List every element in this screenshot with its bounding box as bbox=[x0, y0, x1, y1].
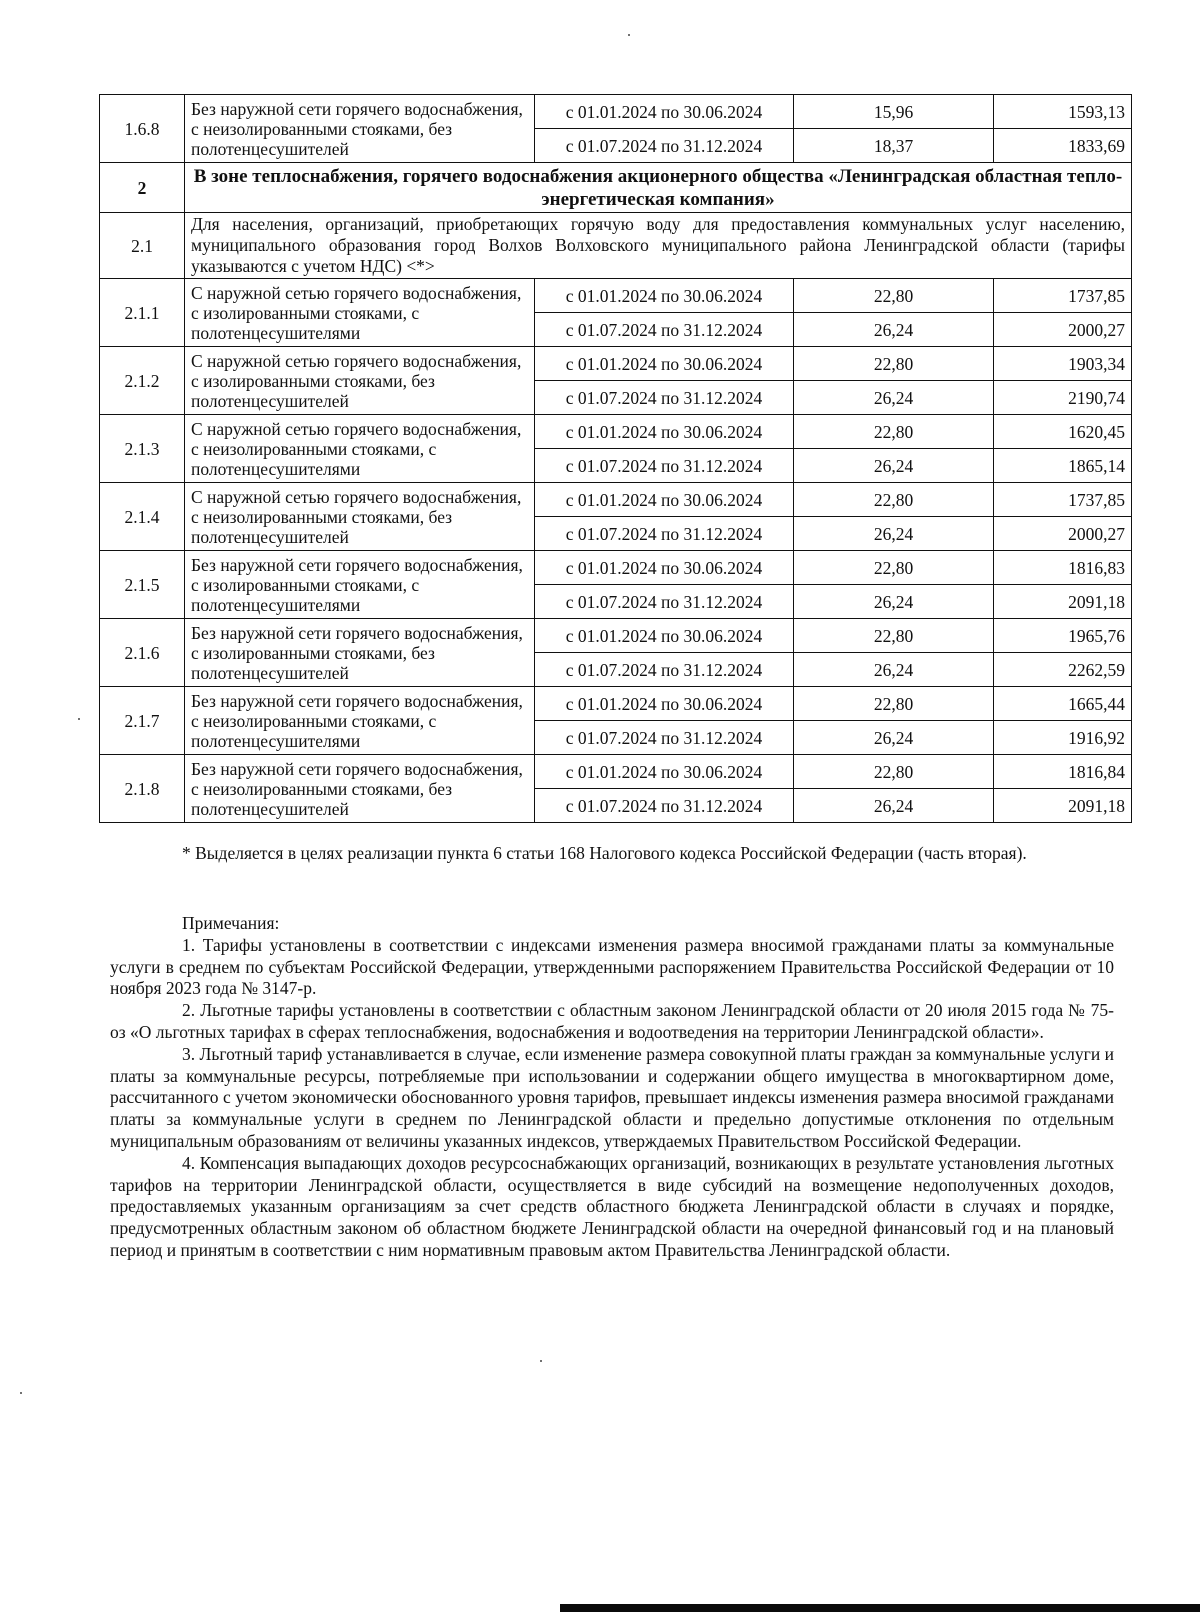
scan-edge-bar bbox=[560, 1604, 1200, 1612]
period-cell: с 01.01.2024 по 30.06.2024 bbox=[535, 483, 794, 517]
cost-cell: 2190,74 bbox=[994, 381, 1132, 415]
value-cell: 26,24 bbox=[794, 381, 994, 415]
cost-cell: 1816,84 bbox=[994, 755, 1132, 789]
subsection-row bbox=[100, 213, 1132, 279]
value-cell: 18,37 bbox=[794, 129, 994, 163]
row-number: 2.1.6 bbox=[100, 619, 185, 687]
period-cell: с 01.07.2024 по 31.12.2024 bbox=[535, 313, 794, 347]
row-number: 2.1.8 bbox=[100, 755, 185, 823]
row-number: 2.1.3 bbox=[100, 415, 185, 483]
value-cell: 22,80 bbox=[794, 687, 994, 721]
cost-cell: 1737,85 bbox=[994, 279, 1132, 313]
value-cell: 26,24 bbox=[794, 585, 994, 619]
table-row bbox=[100, 95, 1132, 129]
cost-cell: 1816,83 bbox=[994, 551, 1132, 585]
table-row bbox=[100, 279, 1132, 313]
row-number: 2.1.1 bbox=[100, 279, 185, 347]
row-description: Без наружной сети горячего водоснабжения, с изолированными стояками, с полотенцесушителями bbox=[185, 551, 535, 619]
value-cell: 26,24 bbox=[794, 789, 994, 823]
period-cell: с 01.01.2024 по 30.06.2024 bbox=[535, 415, 794, 449]
row-number: 2.1.7 bbox=[100, 687, 185, 755]
subsection-number: 2.1 bbox=[100, 213, 185, 279]
note-item: 4. Компенсация выпадающих доходов ресурсоснабжающих организаций, возникающих в результате установления льготных тарифов на территории Ленинградской области, осуществляется в виде субсидий на возмещение недополученных доходов, предоставляемых указанным организациям за счет средств областного бюджета Ленинградской области в случаях и порядке, предусмотренных областным законом об областном бюджете Ленинградской области на очередной финансовый год и на плановый период и принятым в соответствии с ним нормативным правовым актом Правительства Ленинградской области. bbox=[110, 1152, 1114, 1260]
period-cell: с 01.01.2024 по 30.06.2024 bbox=[535, 551, 794, 585]
period-cell: с 01.07.2024 по 31.12.2024 bbox=[535, 449, 794, 483]
value-cell: 26,24 bbox=[794, 517, 994, 551]
table-row bbox=[100, 619, 1132, 653]
period-cell: с 01.07.2024 по 31.12.2024 bbox=[535, 129, 794, 163]
row-description: С наружной сетью горячего водоснабжения, с изолированными стояками, с полотенцесушителями bbox=[185, 279, 535, 347]
cost-cell: 2262,59 bbox=[994, 653, 1132, 687]
note-item: 1. Тарифы установлены в соответствии с индексами изменения размера вносимой гражданами платы за коммунальные услуги в среднем по субъектам Российской Федерации, утвержденными распоряжением Правительства Российской Федерации от 10 ноября 2023 года № 3147-р. bbox=[110, 934, 1114, 999]
period-cell: с 01.07.2024 по 31.12.2024 bbox=[535, 653, 794, 687]
subsection-text: Для населения, организаций, приобретающих горячую воду для предоставления коммунальных услуг населению, муниципального образования город Волхов Волховского муниципального района Ленинградской области (тарифы указываются с учетом НДС) <*> bbox=[185, 213, 1132, 279]
table-row bbox=[100, 415, 1132, 449]
cost-cell: 1865,14 bbox=[994, 449, 1132, 483]
cost-cell: 1593,13 bbox=[994, 95, 1132, 129]
period-cell: с 01.07.2024 по 31.12.2024 bbox=[535, 789, 794, 823]
tariff-table bbox=[99, 94, 1132, 823]
scan-speck bbox=[78, 718, 80, 720]
table-row bbox=[100, 687, 1132, 721]
section-title: В зоне теплоснабжения, горячего водоснабжения акционерного общества «Ленинградская областная тепло-энергетическая компания» bbox=[185, 163, 1132, 213]
value-cell: 22,80 bbox=[794, 483, 994, 517]
cost-cell: 1965,76 bbox=[994, 619, 1132, 653]
value-cell: 26,24 bbox=[794, 449, 994, 483]
row-number: 2.1.4 bbox=[100, 483, 185, 551]
value-cell: 22,80 bbox=[794, 279, 994, 313]
cost-cell: 1665,44 bbox=[994, 687, 1132, 721]
value-cell: 26,24 bbox=[794, 653, 994, 687]
table-row bbox=[100, 551, 1132, 585]
value-cell: 26,24 bbox=[794, 313, 994, 347]
cost-cell: 1620,45 bbox=[994, 415, 1132, 449]
period-cell: с 01.01.2024 по 30.06.2024 bbox=[535, 619, 794, 653]
cost-cell: 1916,92 bbox=[994, 721, 1132, 755]
scan-speck bbox=[628, 34, 630, 36]
note-item: 2. Льготные тарифы установлены в соответствии с областным законом Ленинградской области от 20 июля 2015 года № 75-оз «О льготных тарифах в сферах теплоснабжения, водоснабжения и водоотведения на территории Ленинградской области». bbox=[110, 1000, 1114, 1042]
period-cell: с 01.07.2024 по 31.12.2024 bbox=[535, 517, 794, 551]
value-cell: 22,80 bbox=[794, 619, 994, 653]
value-cell: 15,96 bbox=[794, 95, 994, 129]
row-description: С наружной сетью горячего водоснабжения, с изолированными стояками, без полотенцесушителей bbox=[185, 347, 535, 415]
row-description: Без наружной сети горячего водоснабжения, с неизолированными стояками, с полотенцесушителями bbox=[185, 687, 535, 755]
cost-cell: 1737,85 bbox=[994, 483, 1132, 517]
footnote bbox=[110, 843, 1114, 865]
period-cell: с 01.01.2024 по 30.06.2024 bbox=[535, 347, 794, 381]
period-cell: с 01.01.2024 по 30.06.2024 bbox=[535, 687, 794, 721]
cost-cell: 1903,34 bbox=[994, 347, 1132, 381]
period-cell: с 01.01.2024 по 30.06.2024 bbox=[535, 755, 794, 789]
period-cell: с 01.07.2024 по 31.12.2024 bbox=[535, 721, 794, 755]
cost-cell: 2091,18 bbox=[994, 585, 1132, 619]
row-description: С наружной сетью горячего водоснабжения, с неизолированными стояками, без полотенцесушителей bbox=[185, 483, 535, 551]
cost-cell: 2000,27 bbox=[994, 517, 1132, 551]
value-cell: 22,80 bbox=[794, 347, 994, 381]
section-row bbox=[100, 163, 1132, 213]
notes-heading: Примечания: bbox=[182, 913, 280, 933]
section-number: 2 bbox=[100, 163, 185, 213]
period-cell: с 01.07.2024 по 31.12.2024 bbox=[535, 381, 794, 415]
scan-speck bbox=[20, 1392, 22, 1394]
row-description: Без наружной сети горячего водоснабжения, с неизолированными стояками, без полотенцесушителей bbox=[185, 755, 535, 823]
footnote-text: * Выделяется в целях реализации пункта 6 статьи 168 Налогового кодекса Российской Федерации (часть вторая). bbox=[182, 843, 1027, 863]
value-cell: 26,24 bbox=[794, 721, 994, 755]
value-cell: 22,80 bbox=[794, 415, 994, 449]
period-cell: с 01.07.2024 по 31.12.2024 bbox=[535, 585, 794, 619]
row-number: 2.1.5 bbox=[100, 551, 185, 619]
period-cell: с 01.01.2024 по 30.06.2024 bbox=[535, 95, 794, 129]
cost-cell: 2000,27 bbox=[994, 313, 1132, 347]
note-item: 3. Льготный тариф устанавливается в случае, если изменение размера совокупной платы граждан за коммунальные услуги и платы за коммунальные ресурсы, потребляемые при использовании и содержании общего имущества в многоквартирном доме, рассчитанного с учетом экономически обоснованного уровня тарифов, превышает индексы изменения размера вносимой гражданами платы за коммунальные услуги в среднем по Ленинградской области и предельно допустимые отклонения по отдельным муниципальным образованиям от величины указанных индексов, утверждаемых Правительством Российской Федерации. bbox=[110, 1043, 1114, 1151]
row-description: Без наружной сети горячего водоснабжения, с неизолированными стояками, без полотенцесушителей bbox=[185, 95, 535, 163]
table-row bbox=[100, 755, 1132, 789]
row-number: 1.6.8 bbox=[100, 95, 185, 163]
value-cell: 22,80 bbox=[794, 551, 994, 585]
period-cell: с 01.01.2024 по 30.06.2024 bbox=[535, 279, 794, 313]
scan-speck bbox=[540, 1360, 542, 1362]
cost-cell: 1833,69 bbox=[994, 129, 1132, 163]
notes-section bbox=[110, 913, 1114, 1262]
table-row bbox=[100, 483, 1132, 517]
cost-cell: 2091,18 bbox=[994, 789, 1132, 823]
table-row bbox=[100, 347, 1132, 381]
row-description: С наружной сетью горячего водоснабжения, с неизолированными стояками, с полотенцесушителями bbox=[185, 415, 535, 483]
row-number: 2.1.2 bbox=[100, 347, 185, 415]
row-description: Без наружной сети горячего водоснабжения, с изолированными стояками, без полотенцесушителей bbox=[185, 619, 535, 687]
value-cell: 22,80 bbox=[794, 755, 994, 789]
